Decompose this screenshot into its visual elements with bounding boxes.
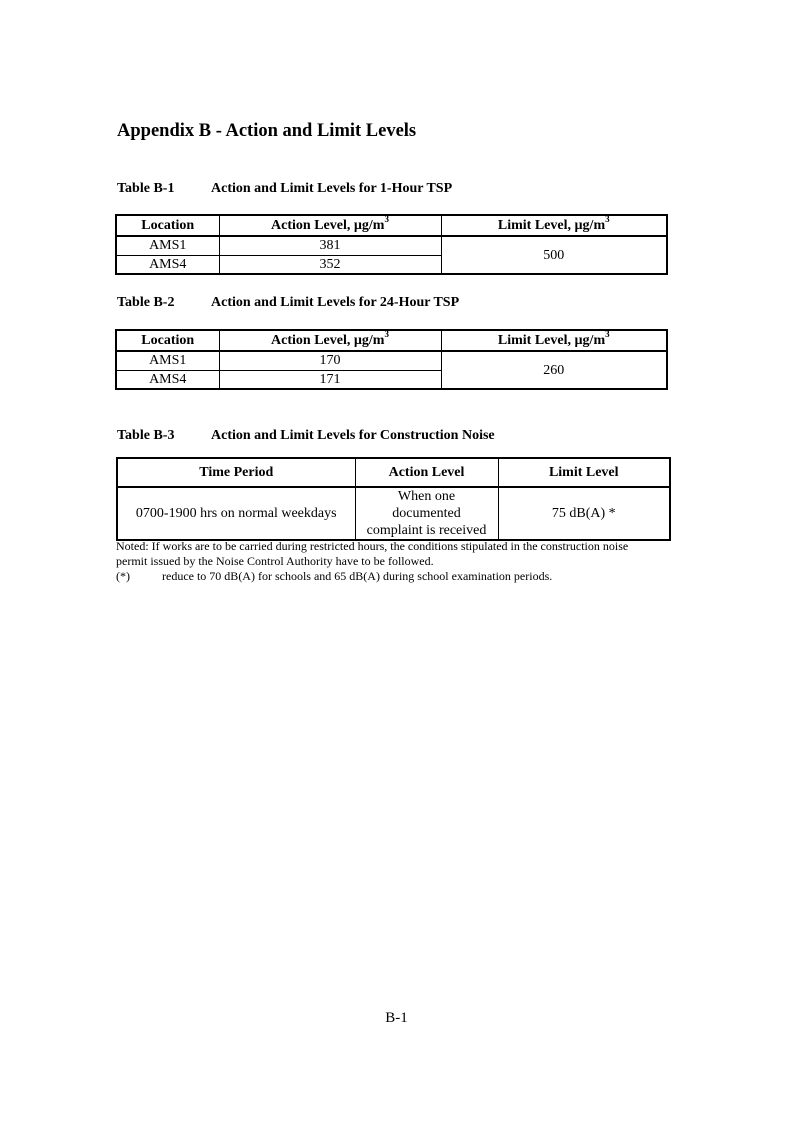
table-b1-header-limit: Limit Level, $\mu g/m^3$ xyxy=(441,215,667,236)
appendix-title: Appendix B - Action and Limit Levels xyxy=(117,121,417,141)
page-number: B-1 xyxy=(385,1010,408,1026)
table-b2-header-location: Location xyxy=(116,330,219,351)
table-b2-action-cell: 170 xyxy=(219,351,441,370)
table-b3-header-time-period: Time Period xyxy=(117,458,355,487)
table-b1-title: Action and Limit Levels for 1-Hour TSP xyxy=(211,181,453,196)
table-b1-limit-cell: 500 xyxy=(441,236,667,274)
table-b3-title: Action and Limit Levels for Construction Noise xyxy=(211,428,495,443)
table-b1-action-cell: 352 xyxy=(219,255,441,274)
table-b1-header-location: Location xyxy=(116,215,219,236)
table-b3-caption xyxy=(117,428,495,444)
table-b3-limit-cell: 75 dB(A) * xyxy=(498,487,670,540)
table-b2-action-cell: 171 xyxy=(219,370,441,389)
table-b1-number: Table B-1 xyxy=(117,181,175,196)
note-line-2: permit issued by the Noise Control Authority have to be followed. xyxy=(116,554,434,568)
table-b3-header-row xyxy=(117,458,670,487)
table-b3-time-period-cell: 0700-1900 hrs on normal weekdays xyxy=(117,487,355,540)
table-b2-header-action: Action Level, $\mu g/m^3$ xyxy=(219,330,441,351)
table-b1-action-cell: 381 xyxy=(219,236,441,255)
table-row xyxy=(116,236,667,255)
table-row xyxy=(117,487,670,540)
table-row xyxy=(116,351,667,370)
table-b1-caption xyxy=(117,181,452,197)
footnote-marker: (*) xyxy=(116,569,130,583)
table-b2-header-row xyxy=(116,330,667,351)
table-b2-caption xyxy=(117,295,459,311)
action-line: When one xyxy=(397,489,456,504)
table-b3-header-limit: Limit Level xyxy=(498,458,670,487)
table-b2-title: Action and Limit Levels for 24-Hour TSP xyxy=(211,295,460,310)
table-b3-action-cell xyxy=(355,487,498,540)
table-b3-number: Table B-3 xyxy=(117,428,175,443)
table-b3-header-action: Action Level xyxy=(355,458,498,487)
action-line: documented xyxy=(392,506,461,521)
table-b1-location-cell: AMS1 xyxy=(116,236,219,255)
table-b1-header-row xyxy=(116,215,667,236)
footnote-text: reduce to 70 dB(A) for schools and 65 dB(A) during school examination periods. xyxy=(162,569,553,583)
note-line-1: Noted: If works are to be carried during restricted hours, the conditions stipulated in the construction noise xyxy=(116,539,629,553)
table-b1-location-cell: AMS4 xyxy=(116,255,219,274)
table-b2-location-cell: AMS1 xyxy=(116,351,219,370)
footnote xyxy=(116,569,552,584)
table-b3 xyxy=(116,457,671,541)
table-b2-number: Table B-2 xyxy=(117,295,175,310)
table-b2 xyxy=(115,329,668,390)
table-b1 xyxy=(115,214,668,275)
table-b2-header-limit: Limit Level, $\mu g/m^3$ xyxy=(441,330,667,351)
action-line: complaint is received xyxy=(366,523,487,538)
table-b1-header-action: Action Level, $\mu g/m^3$ xyxy=(219,215,441,236)
table-b2-limit-cell: 260 xyxy=(441,351,667,389)
table-b2-location-cell: AMS4 xyxy=(116,370,219,389)
